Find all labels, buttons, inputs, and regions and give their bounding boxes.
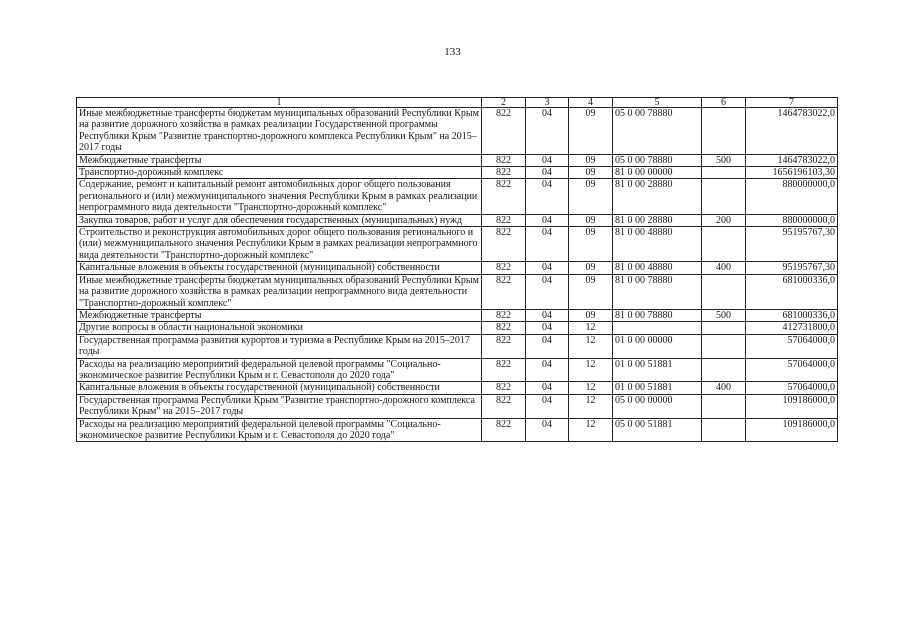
row-subsection-code: 09: [569, 214, 613, 226]
row-subsection-code: 09: [569, 262, 613, 274]
row-expense-type: [702, 108, 746, 155]
row-subsection-code: 09: [569, 154, 613, 166]
row-section-code: 04: [526, 358, 569, 382]
row-name: Капитальные вложения в объекты государственной (муниципальной) собственности: [77, 382, 482, 394]
page-number: 133: [444, 46, 461, 58]
table-row: [77, 358, 838, 382]
column-header: 7: [746, 98, 838, 108]
row-section-code: 04: [526, 179, 569, 214]
row-section-code: 04: [526, 154, 569, 166]
column-header: 4: [569, 98, 613, 108]
row-section-code: 04: [526, 227, 569, 262]
column-header: 5: [613, 98, 702, 108]
row-target-article: 81 0 00 78880: [613, 274, 702, 309]
row-amount: 57064000,0: [746, 358, 838, 382]
row-section-code: 04: [526, 382, 569, 394]
row-name: Государственная программа развития курортов и туризма в Республике Крым на 2015–2017 годы: [77, 334, 482, 358]
row-name: Закупка товаров, работ и услуг для обеспечения государственных (муниципальных) нужд: [77, 214, 482, 226]
row-name: Строительство и реконструкция автомобильных дорог общего пользования регионального и (или) межмуниципального значения Республики Крым в рамках реализации непрограммного вида деятельности "Транспортно-дорожный комплекс": [77, 227, 482, 262]
row-amount: 1656196103,30: [746, 167, 838, 179]
row-target-article: 05 0 00 51881: [613, 418, 702, 442]
row-grbs-code: 822: [482, 274, 526, 309]
row-subsection-code: 09: [569, 227, 613, 262]
row-amount: 1464783022,0: [746, 108, 838, 155]
row-amount: 880000000,0: [746, 179, 838, 214]
row-target-article: 81 0 00 78880: [613, 309, 702, 321]
row-expense-type: 500: [702, 309, 746, 321]
row-section-code: 04: [526, 394, 569, 418]
row-target-article: 05 0 00 78880: [613, 154, 702, 166]
row-target-article: 05 0 00 78880: [613, 108, 702, 155]
row-expense-type: [702, 274, 746, 309]
row-target-article: 81 0 00 48880: [613, 227, 702, 262]
row-amount: 57064000,0: [746, 382, 838, 394]
row-grbs-code: 822: [482, 418, 526, 442]
row-amount: 95195767,30: [746, 227, 838, 262]
row-grbs-code: 822: [482, 394, 526, 418]
row-name: Другие вопросы в области национальной экономики: [77, 322, 482, 334]
budget-table: [76, 97, 838, 442]
row-expense-type: 200: [702, 214, 746, 226]
row-name: Иные межбюджетные трансферты бюджетам муниципальных образований Республики Крым на развитие дорожного хозяйства в рамках реализации Государственной программы Республики Крым "Развитие транспортно-дорожного комплекса Республики Крым" на 2015–2017 годы: [77, 108, 482, 155]
row-grbs-code: 822: [482, 334, 526, 358]
table-row: [77, 334, 838, 358]
row-section-code: 04: [526, 418, 569, 442]
row-grbs-code: 822: [482, 214, 526, 226]
table-row: [77, 418, 838, 442]
row-target-article: 01 0 00 00000: [613, 334, 702, 358]
row-section-code: 04: [526, 322, 569, 334]
row-name: Государственная программа Республики Крым "Развитие транспортно-дорожного комплекса Республики Крым" на 2015–2017 годы: [77, 394, 482, 418]
row-name: Межбюджетные трансферты: [77, 309, 482, 321]
table-row: [77, 262, 838, 274]
row-expense-type: [702, 394, 746, 418]
row-amount: 681000336,0: [746, 309, 838, 321]
row-grbs-code: 822: [482, 382, 526, 394]
row-section-code: 04: [526, 214, 569, 226]
column-header: 2: [482, 98, 526, 108]
row-subsection-code: 12: [569, 382, 613, 394]
row-grbs-code: 822: [482, 108, 526, 155]
row-section-code: 04: [526, 167, 569, 179]
row-section-code: 04: [526, 309, 569, 321]
table-row: [77, 179, 838, 214]
row-name: Расходы на реализацию мероприятий федеральной целевой программы "Социально-экономическое развитие Республики Крым и г. Севастополя до 2020 года": [77, 418, 482, 442]
row-expense-type: [702, 418, 746, 442]
row-grbs-code: 822: [482, 179, 526, 214]
column-header: 6: [702, 98, 746, 108]
row-expense-type: [702, 322, 746, 334]
row-grbs-code: 822: [482, 309, 526, 321]
table-row: [77, 214, 838, 226]
row-grbs-code: 822: [482, 227, 526, 262]
row-amount: 95195767,30: [746, 262, 838, 274]
row-subsection-code: 09: [569, 179, 613, 214]
row-target-article: 05 0 00 00000: [613, 394, 702, 418]
table-row: [77, 322, 838, 334]
table-row: [77, 167, 838, 179]
row-amount: 880000000,0: [746, 214, 838, 226]
row-grbs-code: 822: [482, 322, 526, 334]
row-target-article: 81 0 00 28880: [613, 179, 702, 214]
row-expense-type: [702, 334, 746, 358]
column-header: 1: [77, 98, 482, 108]
row-subsection-code: 09: [569, 167, 613, 179]
row-expense-type: [702, 167, 746, 179]
row-subsection-code: 09: [569, 108, 613, 155]
table-row: [77, 154, 838, 166]
row-name: Транспортно-дорожный комплекс: [77, 167, 482, 179]
table-row: [77, 274, 838, 309]
row-target-article: 81 0 00 28880: [613, 214, 702, 226]
column-header: 3: [526, 98, 569, 108]
row-expense-type: [702, 358, 746, 382]
row-expense-type: 400: [702, 262, 746, 274]
table-row: [77, 394, 838, 418]
row-subsection-code: 09: [569, 309, 613, 321]
row-target-article: [613, 322, 702, 334]
table-row: [77, 382, 838, 394]
row-amount: 681000336,0: [746, 274, 838, 309]
row-amount: 1464783022,0: [746, 154, 838, 166]
table-row: [77, 309, 838, 321]
row-target-article: 81 0 00 48880: [613, 262, 702, 274]
header-row: [77, 98, 838, 108]
row-subsection-code: 12: [569, 394, 613, 418]
row-name: Содержание, ремонт и капитальный ремонт автомобильных дорог общего пользования регионального и (или) межмуниципального значения Республики Крым в рамках реализации непрограммного вида деятельности "Транспортно-дорожный комплекс": [77, 179, 482, 214]
row-amount: 109186000,0: [746, 418, 838, 442]
row-subsection-code: 12: [569, 358, 613, 382]
row-grbs-code: 822: [482, 262, 526, 274]
row-expense-type: 400: [702, 382, 746, 394]
table-row: [77, 227, 838, 262]
row-name: Расходы на реализацию мероприятий федеральной целевой программы "Социально-экономическое развитие Республики Крым и г. Севастополя до 2020 года": [77, 358, 482, 382]
row-name: Межбюджетные трансферты: [77, 154, 482, 166]
row-section-code: 04: [526, 274, 569, 309]
row-target-article: 01 0 00 51881: [613, 358, 702, 382]
row-grbs-code: 822: [482, 154, 526, 166]
row-section-code: 04: [526, 334, 569, 358]
row-section-code: 04: [526, 262, 569, 274]
row-subsection-code: 12: [569, 418, 613, 442]
row-target-article: 81 0 00 00000: [613, 167, 702, 179]
row-expense-type: 500: [702, 154, 746, 166]
row-target-article: 01 0 00 51881: [613, 382, 702, 394]
row-name: Иные межбюджетные трансферты бюджетам муниципальных образований Республики Крым на развитие дорожного хозяйства в рамках реализации непрограммного вида деятельности "Транспортно-дорожный комплекс": [77, 274, 482, 309]
row-section-code: 04: [526, 108, 569, 155]
row-grbs-code: 822: [482, 358, 526, 382]
row-subsection-code: 09: [569, 274, 613, 309]
row-subsection-code: 12: [569, 322, 613, 334]
row-expense-type: [702, 179, 746, 214]
row-subsection-code: 12: [569, 334, 613, 358]
row-amount: 57064000,0: [746, 334, 838, 358]
row-grbs-code: 822: [482, 167, 526, 179]
row-amount: 412731800,0: [746, 322, 838, 334]
table-row: [77, 108, 838, 155]
row-amount: 109186000,0: [746, 394, 838, 418]
row-expense-type: [702, 227, 746, 262]
row-name: Капитальные вложения в объекты государственной (муниципальной) собственности: [77, 262, 482, 274]
